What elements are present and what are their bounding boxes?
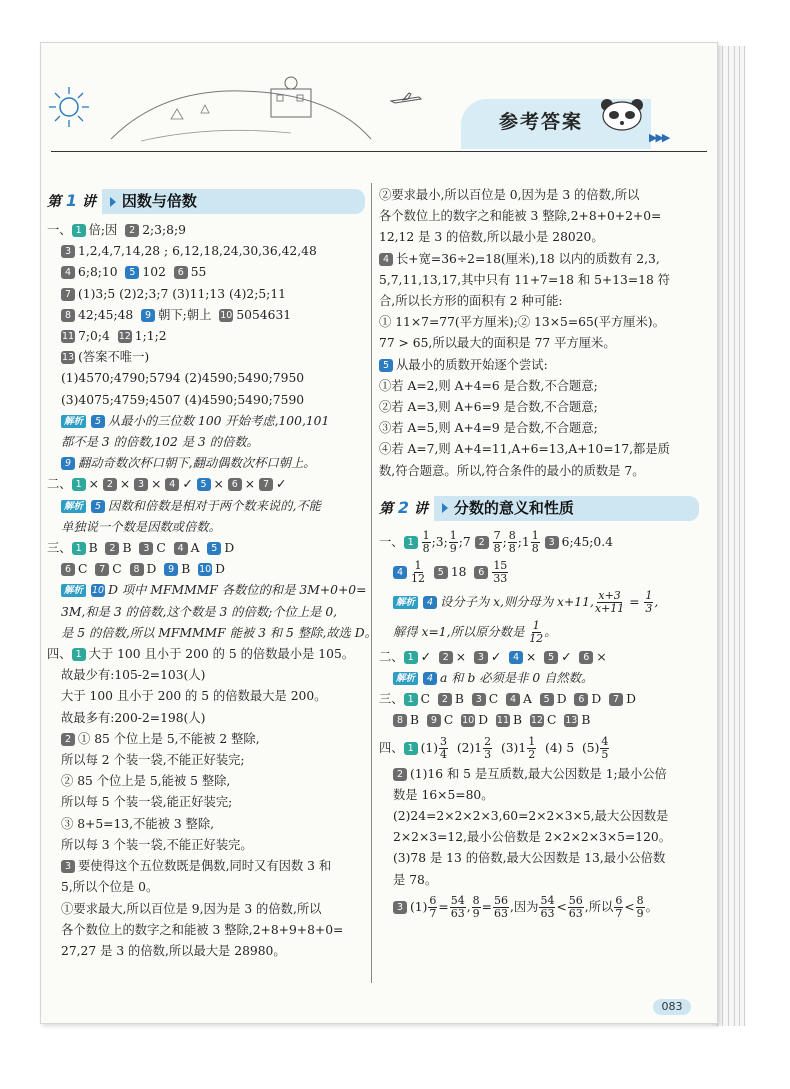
- answer-line: 8 B 9 C 10 D 11 B 12 C 13 B: [379, 710, 699, 731]
- lesson-2-heading: 第 2 讲 分数的意义和性质: [379, 496, 699, 521]
- answer-line: 7 (1)3;5 (2)2;3;7 (3)11;13 (4)2;5;11: [47, 284, 365, 305]
- answer-line: 3 要使得这个五位数既是偶数,同时又有因数 3 和: [47, 856, 365, 877]
- fraction: $\frac{8}{8}$: [508, 528, 516, 555]
- answer-line: ④若 A=7,则 A+4=11,A+6=13,A+10=17,都是质: [379, 442, 670, 457]
- answer-line: 所以每 2 个装一袋,不能正好装完;: [61, 753, 245, 768]
- analysis-line: 解析 5 从最小的三位数 100 开始考虑,100,101: [47, 411, 365, 432]
- analysis-line: 单独说一个数是因数或倍数。: [61, 519, 221, 534]
- fraction: $\frac{1}{9}$: [449, 528, 457, 555]
- analysis-tag: 解析: [393, 672, 418, 685]
- fraction: $\frac{6}{7}$: [429, 893, 437, 920]
- analysis-tag: 解析: [61, 415, 86, 428]
- lesson-1-heading: 第 1 讲 因数与倍数: [47, 189, 365, 214]
- fraction: $\frac{1}{12}$: [411, 558, 425, 585]
- answer-line: 三、 1 C 2 B 3 C 4 A 5 D 6 D 7 D: [379, 692, 636, 707]
- answer-line: 四、 1 (1) $\frac{3}{4}$ (2)1 $\frac{2}{3}$ (3)1 $\frac{1}{2}$ (4) 5 (5) $\frac{4}{5}$: [379, 734, 609, 761]
- analysis-line: 解析 5 因数和倍数是相对于两个数来说的,不能: [47, 496, 365, 517]
- sun-icon: [47, 85, 91, 129]
- answer-line: 各个数位上的数字之和能被 3 整除,2+8+0+2+0=: [379, 209, 662, 224]
- triangle-icon: [442, 503, 448, 513]
- answer-line: (2)24=2×2×2×3,60=2×2×3×5,最大公因数是: [393, 809, 669, 824]
- analysis-line: 解析 4 a 和 b 必须是非 0 自然数。: [379, 668, 699, 689]
- answer-line: 27,27 是 3 的倍数,所以最大是 28980。: [61, 943, 286, 958]
- panda-icon: [599, 97, 645, 131]
- answer-line: 所以每 5 个装一袋,能正好装完;: [61, 795, 233, 810]
- answer-line: ①要求最大,所以百位是 9,因为是 3 的倍数,所以: [61, 901, 322, 916]
- fraction: $\frac{56}{63}$: [568, 893, 583, 920]
- left-column: [47, 185, 377, 962]
- lesson-2-title: 分数的意义和性质: [453, 498, 574, 517]
- answer-line: ③ 8+5=13,不能被 3 整除,: [61, 816, 215, 831]
- fraction: $\frac{1}{2}$: [528, 734, 536, 761]
- answer-line: 6 C 7 C 8 D 9 B 10 D: [47, 559, 365, 580]
- answer-line: ③若 A=5,则 A+4=9 是合数,不合题意;: [379, 421, 598, 436]
- fraction: $\frac{6}{7}$: [615, 893, 623, 920]
- answer-line: 是 78。: [393, 872, 438, 887]
- answer-line: 5,所以个位是 0。: [61, 880, 159, 895]
- answer-line: 数是 16×5=80。: [393, 787, 494, 802]
- answer-line: ②要求最小,所以百位是 0,因为是 3 的倍数,所以: [379, 188, 640, 202]
- column-divider: [371, 183, 372, 983]
- fraction: $\frac{1}{8}$: [422, 528, 430, 555]
- answer-line: 13 (答案不唯一): [62, 350, 150, 365]
- header-rule: [51, 151, 707, 152]
- answer-line: ② 85 个位上是 5,能被 5 整除,: [61, 774, 231, 789]
- answer-line: ②若 A=3,则 A+6=9 是合数,不合题意;: [379, 400, 598, 415]
- answer-line: 所以每 3 个装一袋,不能正好装完。: [61, 837, 253, 852]
- fraction: $\frac{54}{63}$: [540, 893, 555, 920]
- airplane-icon: [389, 91, 423, 107]
- answer-line: 数,符合题意。所以,符合条件的最小的质数是 7。: [379, 463, 645, 478]
- answer-line: (3)78 是 13 的倍数,最大公因数是 13,最小公倍数: [393, 851, 666, 866]
- answer-line: 12,12 是 3 的倍数,所以最小是 28020。: [379, 230, 604, 245]
- answer-line: 二、 1 ✓ 2 × 3 ✓ 4 × 5 ✓ 6 ×: [379, 649, 607, 664]
- answer-line: 3 (1) $\frac{6}{7}$ = $\frac{54}{63}$ , $\frac{8}{9}$ = $\frac{56}{63}$ ,因为 $\frac{54}{63}$ < $\frac{56}{63}$ ,所以 $\frac{6}{7}$ < $\frac{8}{9}$ 。: [379, 891, 699, 923]
- answer-line: (3)4075;4759;4507 (4)4590;5490;7590: [61, 392, 305, 407]
- city-doodle-illustration: [101, 69, 381, 153]
- answer-line: 2×2×3=12,最小公倍数是 2×2×2×3×5=120。: [393, 830, 672, 845]
- analysis-line: 解析 10 D 项中 MFMMMF 各数位的和是 3M+0+0=: [47, 580, 365, 601]
- analysis-line: 9 翻动奇数次杯口朝下,翻动偶数次杯口朝上。: [47, 453, 365, 474]
- fraction: $\frac{3}{4}$: [440, 734, 448, 761]
- fraction: $\frac{4}{5}$: [601, 734, 609, 761]
- answer-line: 三、 1 B 2 B 3 C 4 A 5 D: [47, 541, 235, 556]
- arrow-decoration-icon: ▶▶▶: [649, 131, 669, 144]
- fraction: $\frac{56}{63}$: [493, 893, 508, 920]
- answer-line: 合,所以长方形的面积有 2 种可能:: [379, 294, 563, 309]
- answer-line: 大于 100 且小于 200 的 5 的倍数最大是 200。: [61, 689, 327, 704]
- fraction: $\frac{1}{8}$: [531, 528, 539, 555]
- answer-line: 4 $\frac{1}{12}$ 5 18 6 $\frac{15}{33}$: [379, 557, 699, 587]
- fraction: $\frac{1}{12}$: [529, 618, 544, 645]
- fraction: $\frac{x+3}{x+11}$: [594, 588, 625, 615]
- answer-line: 故最多有:200-2=198(人): [61, 710, 206, 725]
- answer-line: ① 11×7=77(平方厘米);② 13×5=65(平方厘米)。: [379, 315, 665, 330]
- answer-line: 11 7;0;4 12 1;1;2: [62, 329, 167, 344]
- fraction: $\frac{7}{8}$: [493, 528, 501, 555]
- answer-line: 4 长+宽=36÷2=18(厘米),18 以内的质数有 2,3,: [379, 249, 699, 270]
- answer-line: 77 > 65,所以最大的面积是 77 平方厘米。: [379, 336, 616, 351]
- right-column: [379, 185, 699, 923]
- answer-line: 各个数位上的数字之和能被 3 整除,2+8+9+8+0=: [61, 922, 344, 937]
- fraction: $\frac{54}{63}$: [450, 893, 465, 920]
- answer-line: 一、 1 倍;因 2 2;3;8;9: [47, 223, 186, 237]
- answer-line: 2 ① 85 个位上是 5,不能被 2 整除,: [47, 729, 365, 750]
- fraction: $\frac{15}{33}$: [493, 558, 508, 585]
- analysis-line: 是 5 的倍数,所以 MFMMMF 能被 3 和 5 整除,故选 D。: [61, 625, 377, 640]
- book-page-edges: [712, 46, 752, 1026]
- fraction: $\frac{2}{3}$: [484, 734, 492, 761]
- answer-line: 一、 1 $\frac{1}{8}$ ;3; $\frac{1}{9}$ ;7 2 $\frac{7}{8}$ ; $\frac{8}{8}$ ;1 $\frac{1}{8}$ 3 6;45;0.4: [379, 528, 613, 555]
- answer-line: (1)4570;4790;5794 (2)4590;5490;7950: [61, 371, 305, 386]
- answer-line: 5,7,11,13,17,其中只有 11+7=18 和 5+13=18 符: [379, 272, 671, 287]
- fraction: $\frac{8}{9}$: [472, 893, 480, 920]
- lesson-1-title: 因数与倍数: [121, 191, 197, 210]
- answer-line: 3 1,2,4,7,14,28 ; 6,12,18,24,30,36,42,48: [47, 241, 365, 262]
- triangle-icon: [110, 197, 116, 207]
- fraction: $\frac{8}{9}$: [636, 893, 644, 920]
- analysis-tag: 解析: [61, 500, 86, 513]
- answer-line: 故最少有:105-2=103(人): [61, 668, 206, 683]
- analysis-line: 解析 4 设分子为 x,则分母为 x+11, $\frac{x+3}{x+11}$ = $\frac{1}{3}$ ,: [379, 587, 699, 617]
- analysis-tag: 解析: [393, 596, 418, 609]
- answer-line: ①若 A=2,则 A+4=6 是合数,不合题意;: [379, 378, 598, 393]
- fraction: $\frac{1}{3}$: [645, 588, 653, 615]
- answer-line: 二、 1 × 2 × 3 × 4 ✓ 5 × 6 × 7 ✓: [47, 477, 287, 492]
- analysis-line: 解得 x=1,所以原分数是 $\frac{1}{12}$ 。: [393, 618, 557, 645]
- analysis-tag: 解析: [61, 584, 86, 597]
- analysis-line: 3M,和是 3 的倍数,这个数是 3 的倍数;个位上是 0,: [61, 604, 338, 619]
- answer-line: 4 6;8;10 5 102 6 55: [47, 262, 365, 283]
- page-header: [41, 43, 717, 155]
- answer-line: 2 (1)16 和 5 是互质数,最大公因数是 1;最小公倍: [379, 764, 699, 785]
- answer-line: 四、 1 大于 100 且小于 200 的 5 的倍数最小是 105。: [47, 647, 355, 662]
- page-title: 参考答案: [499, 111, 584, 133]
- page-number: 083: [653, 999, 691, 1015]
- answer-line: 5 从最小的质数开始逐个尝试:: [379, 355, 699, 376]
- analysis-line: 都不是 3 的倍数,102 是 3 的倍数。: [61, 435, 259, 450]
- answer-line: 8 42;45;48 9 朝下;朝上 10 5054631: [47, 305, 365, 326]
- answer-page: [40, 42, 718, 1024]
